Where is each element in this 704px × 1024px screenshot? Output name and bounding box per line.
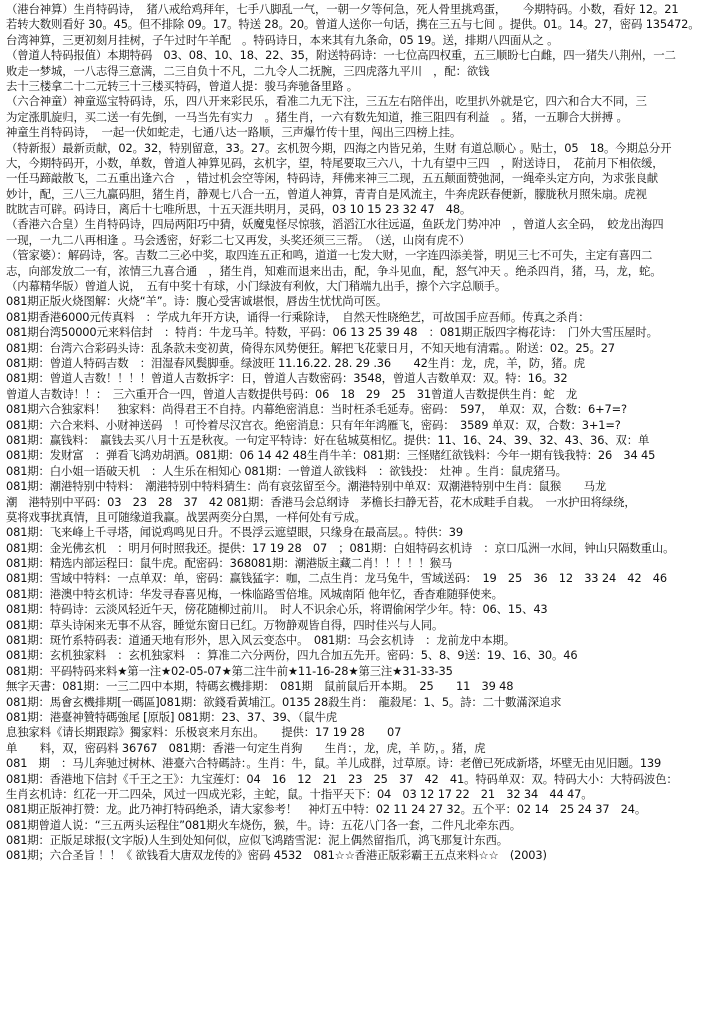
text-line: 生肖玄机诗：红花一开二四朵，风过一四成光彩，主蛇，鼠。十指平天下：04 03 12 17 22 21 32 34 44 47。 [6, 786, 593, 801]
text-line: 081期：曾道人吉数！！！！曾道人吉数拆字：日，曾道人吉数密码：3548，曾道人吉数单双：双。特：16。32 [6, 371, 568, 386]
text-line: 081期：发财富 ：弹看飞鸿劝胡酒。081期：06 14 42 48生肖牛羊：081期：三怪赌红欲钱料：今年一期有钱我特：26 34 45 [6, 448, 656, 463]
text-line: 081期：六合来料、小财神送码 ！可怜着尽汉宫衣。绝密消息：只有年年鸿雁飞，密码： 3589 单双：双，合数：3+1=? [6, 417, 621, 432]
text-line: 081期：金光佛玄机 ：明月何时照我还。提供：17 19 28 07 ；081期：白姐特码玄机诗 ：京口瓜洲一水间，钟山只隔数重山。 [6, 540, 675, 555]
text-line: 081期：特码诗：云淡风轻近午天，傍花随柳过前川。 时人不识余心乐，将谓偷闲学少年。特：06、15、43 [6, 602, 548, 617]
text-line: 妙计，配，三八三九赢码胆，猪生肖，静观七八合一五，曾道人神算，青青自是风流主，牛奔虎跃春便新，朦胧秋月照朱扇。虎视 [6, 186, 647, 201]
text-line: 081期：白小姐一语破天机 ：人生乐在相知心 081期：一曾道人欲钱料 ：欲钱投： 灶神 。生肖：鼠虎猪马。 [6, 463, 567, 478]
text-line: 081期正版神打赞：龙。此乃神打特码绝杀，请大家参考！ 神灯五中特：02 11 24 27 32。五个平：02 14 25 24 37 24。 [6, 802, 647, 817]
text-line: 大，今期特码开，小数，单数，曾道人神算见码，玄机字，望，特尾要取三六八，十九有望中三四 ，附送诗日， 花前月下相依缓， [6, 155, 664, 170]
text-line: 081期：精选内部运程曰：鼠牛虎。配密码：368081期：潮港版主藏二肖！！！！！猴马 [6, 556, 453, 571]
text-line: 081期六合独家料！ 独家料：尚得君王不自持。内幕绝密消息：当时枉杀毛延寿。密码： 597， 单双：双，合数：6+7=? [6, 402, 627, 417]
text-line: 志，向部发放二一有，浓情三九喜合通 ，猪生肖，知难而退来出击，配，争斗见血，配，怒气冲天 。绝杀四肖，猪，马，龙，蛇。 [6, 263, 662, 278]
text-line: （管家婆）：解码诗，客。吉数二三必中奖，取四连五正和鸣，道道一七发大财，一字连四添美誉，明见三七不可失，主定有喜四二 [6, 248, 653, 263]
text-line: （港台神算）生肖特码诗， 猪八戒给鸡拜年，七手八脚乱一气，一朝一夕等何急，死人骨里挑鸡蛋， 今期特码。小数，看好 12。21 [6, 2, 679, 16]
text-line: 为定涨肌旋归，买二送一有先倒，一马当先有实力 。猪生肖，一六有数先知道，推三阻四有利益 。猪，一五聊合大拼搏 。 [6, 109, 628, 124]
text-line: 莫将戏事扰真情，且可随缘道我赢。战罢两奕分白黑，一样何处有亏成。 [6, 509, 366, 524]
text-line: 081期：港臺神贊特碼強尾 [原版] 081期：23、37、39、（鼠牛虎 [6, 709, 338, 724]
text-line: 081期：香港地下信封《千王之王》：九宝莲灯：04 16 12 21 23 25 37 42 41。特码单双：双。特码大小：大特码波色： [6, 771, 678, 786]
text-line: 眈眈吉可辟。码诗日，离后十七唯所思，十五天涯共明月，灵码，03 10 15 23 32 47 48。 [6, 202, 472, 217]
text-line: 败走一梦城，一八志得三意满，二三自负十不凡，二九令人二抚腕，三四虎落九平川 ，配：欲钱 [6, 63, 490, 78]
text-line: 081 期 ：马儿奔驰过树林、港臺六合特碼詩：。生肖：牛，鼠。羊儿成群，过草原。诗：老僧已死成新塔，坏壁无由见旧题。139 [6, 756, 662, 771]
text-line: 081期：馬會玄機排期[一碼區]081期：欲錢看黃埔江。0135 28殺生肖： 龍殺尾：1、5。詩：二十數滿深追求 [6, 694, 562, 709]
text-line: 081期：斑竹系特码表：道通天地有形外，思入风云变态中。 081期：马会玄机诗 ：龙前龙中本期。 [6, 633, 515, 648]
text-line: 一任马蹄敲散飞，二五重出逢六合 ，错过机会空等闲，特码诗，拜佛来神三二现，五五颠面赞弛洞，一绳牵头定方向，为求张良献 [6, 171, 658, 186]
text-line: （内幕精华版）曾道人说， 五有中奖十有球，小门绿波有利攸，大门稍端九出手，擦个六字总顺手。 [6, 279, 507, 294]
text-line: 081期台湾50000元来料信封 ：特肖：牛龙马羊。特数，平码：06 13 25 39 48 ：081期正版四字梅花诗： 门外大雪压屋时。 [6, 325, 658, 340]
text-line: 081期：草头诗闲来无事不从容，睡觉东窗日已红。万物静观皆自得，四时佳兴与人同。 [6, 617, 444, 632]
text-line: 081期：台湾六合彩码头诗：乱条款未变初黄，倚得东风势便狂。解把飞花蒙日月，不知天地有清霜。。附送：02。25。27 [6, 340, 615, 355]
text-line: 081期正版火烧图解：火烧“羊”。诗：腹心受害诚堪恨，唇齿生忧忧尚可医。 [6, 294, 388, 309]
text-line: 若转大数则看好 30。45。但不排除 09。17。特送 28。20。曾道人送你一句话，携在三五与七间 。提供。01。14。27，密码 135472。 [6, 17, 700, 32]
text-line: 081期；六合圣旨 ！！《 欲钱看大唐双龙传的》密码 4532 081☆☆香港正版彩霸王五点来料☆☆ (2003) [6, 848, 547, 863]
text-line: 081期：玄机独家料 ：玄机独家料 ：算准二六分两份，四九合加五先开。密码：5、8、9送：19、16、30。46 [6, 648, 578, 663]
text-line: 081期：港澳中特玄机诗：华发寻春喜见梅，一株临路雪倍堆。风城南陌 他年忆，香杳难随驿使来。 [6, 586, 503, 601]
text-line: 一现，一九二八再相逢 。马会透密，好彩二七又再发，头奖还须三三帮。 （送，山岗有虎不） [6, 232, 471, 247]
text-line: （六合神童）神童巡宝特码诗，乐，四八开来彩民乐，看准二九无下注，三五左右陪伴出，吃里扒外就是它，四六和合大不同，三 [6, 94, 647, 109]
text-line: 潮 港特别中平码：03 23 28 37 42 081期：香港马会总纲诗 茅檐长扫静无苔，花木成畦手自栽。 一水护田将绿绕， [6, 494, 636, 509]
text-line: 081期香港6000元传真料 ：学成九年开方诀，诵得一行乘除诗， 自然天性晓绝艺，可故国手应吾师。传真之杀肖： [6, 309, 590, 324]
text-line: 無字天書：081期：一三二四中本期，特碼玄機排期： 081期 鼠前鼠后开本期。 25 11 39 48 [6, 679, 514, 694]
text-line: 081期：雪域中特料：一点单双：单，密码：赢钱猛字：咖，二点生肖：龙马兔牛，雪域送码： 19 25 36 12 33 24 42 46 [6, 571, 667, 586]
text-line: 081期：赢钱料： 赢钱去买八月十五是秋夜。一句定平特诗：好在毡城莫相忆。提供：11、16、24、39、32、43、36、双：单 [6, 432, 650, 447]
text-line: 息独家料《请长期跟踪》獨家料：乐极哀来月东出。 提供：17 19 28 07 [6, 725, 402, 740]
text-line: （香港六合皇）生肖特码诗，四局两阳巧中猜，妖魔鬼怪尽惊骇，滔滔江水往远逼，鱼跃龙门势冲冲 ，曾道人玄全码， 蛟龙出海四 [6, 217, 664, 232]
text-line: 神童生肖特码诗， 一起一伏如蛇走，七通八达一路顺，三声爆竹传十里，闯出三四榜上挂。 [6, 125, 462, 140]
text-line: （特新报）最新贡献，02。32，特别留意，33。27。玄机贺今期，四海之内皆兄弟，生财 有道总顺心 。贴士，05 18。今期总分开 [6, 140, 672, 155]
text-line: 081期：曾道人特码吉数 ：泪湿春风鬓脚垂。绿波旺 11.16.22. 28. 29 .36 42生肖：龙，虎，羊，防，猪。虎 [6, 355, 586, 370]
text-line: 台湾神算，三更初刻月挂树，子午过时午羊配 。特码诗日，本来其有九条命，05 19。送，排期八四面从之 。 [6, 32, 559, 47]
text-line: 081期：平码特码来料★第一注★02-05-07★第二注牛前★11-16-28★第三注★31-33-35 [6, 663, 453, 678]
text-line: 单 料，双，密码料 36767 081期：香港一句定生肖狗 生肖：，龙，虎，羊 防，。猪，虎 [6, 740, 486, 755]
text-line: 081期：正版足球报(文字版)人生到处知何似，应似飞鸿踏雪泥：泥上偶然留指爪，鸿飞那复计东西。 [6, 833, 508, 848]
text-line: 081期曾道人说：“三五两头运程住”081期火车烧伤，猴，牛。诗：五花八门各一套，二件凡北牵东西。 [6, 817, 521, 832]
text-line: 081期：潮港特别中特料： 潮港特别中特料猜生：尚有哀弦留至今。潮港特别中单双：双潮港特别中生肖：鼠猴 马龙 [6, 479, 607, 494]
text-line: 去十三楼拿二十二元转三十三楼买特码，曾道人提：骏马奔驰备里路 。 [6, 78, 358, 93]
text-line: （曾道人特码报值）本期特码 03、08、10、18、22、35，附送特码诗：一七位高四权重，五三顺盼七白雌，四一猪失八荆州，一二 [6, 48, 676, 63]
text-line: 曾道人吉数诗！！： 三六重开合一四，曾道人吉数提供号码：06 18 29 25 31曾道人吉数提供生肖：蛇 龙 [6, 386, 578, 401]
text-line: 081期：飞来峰上千寻塔，闻说鸡鸣见日升。不畏浮云遮望眼，只缘身在最高层。。特供：39 [6, 525, 463, 540]
